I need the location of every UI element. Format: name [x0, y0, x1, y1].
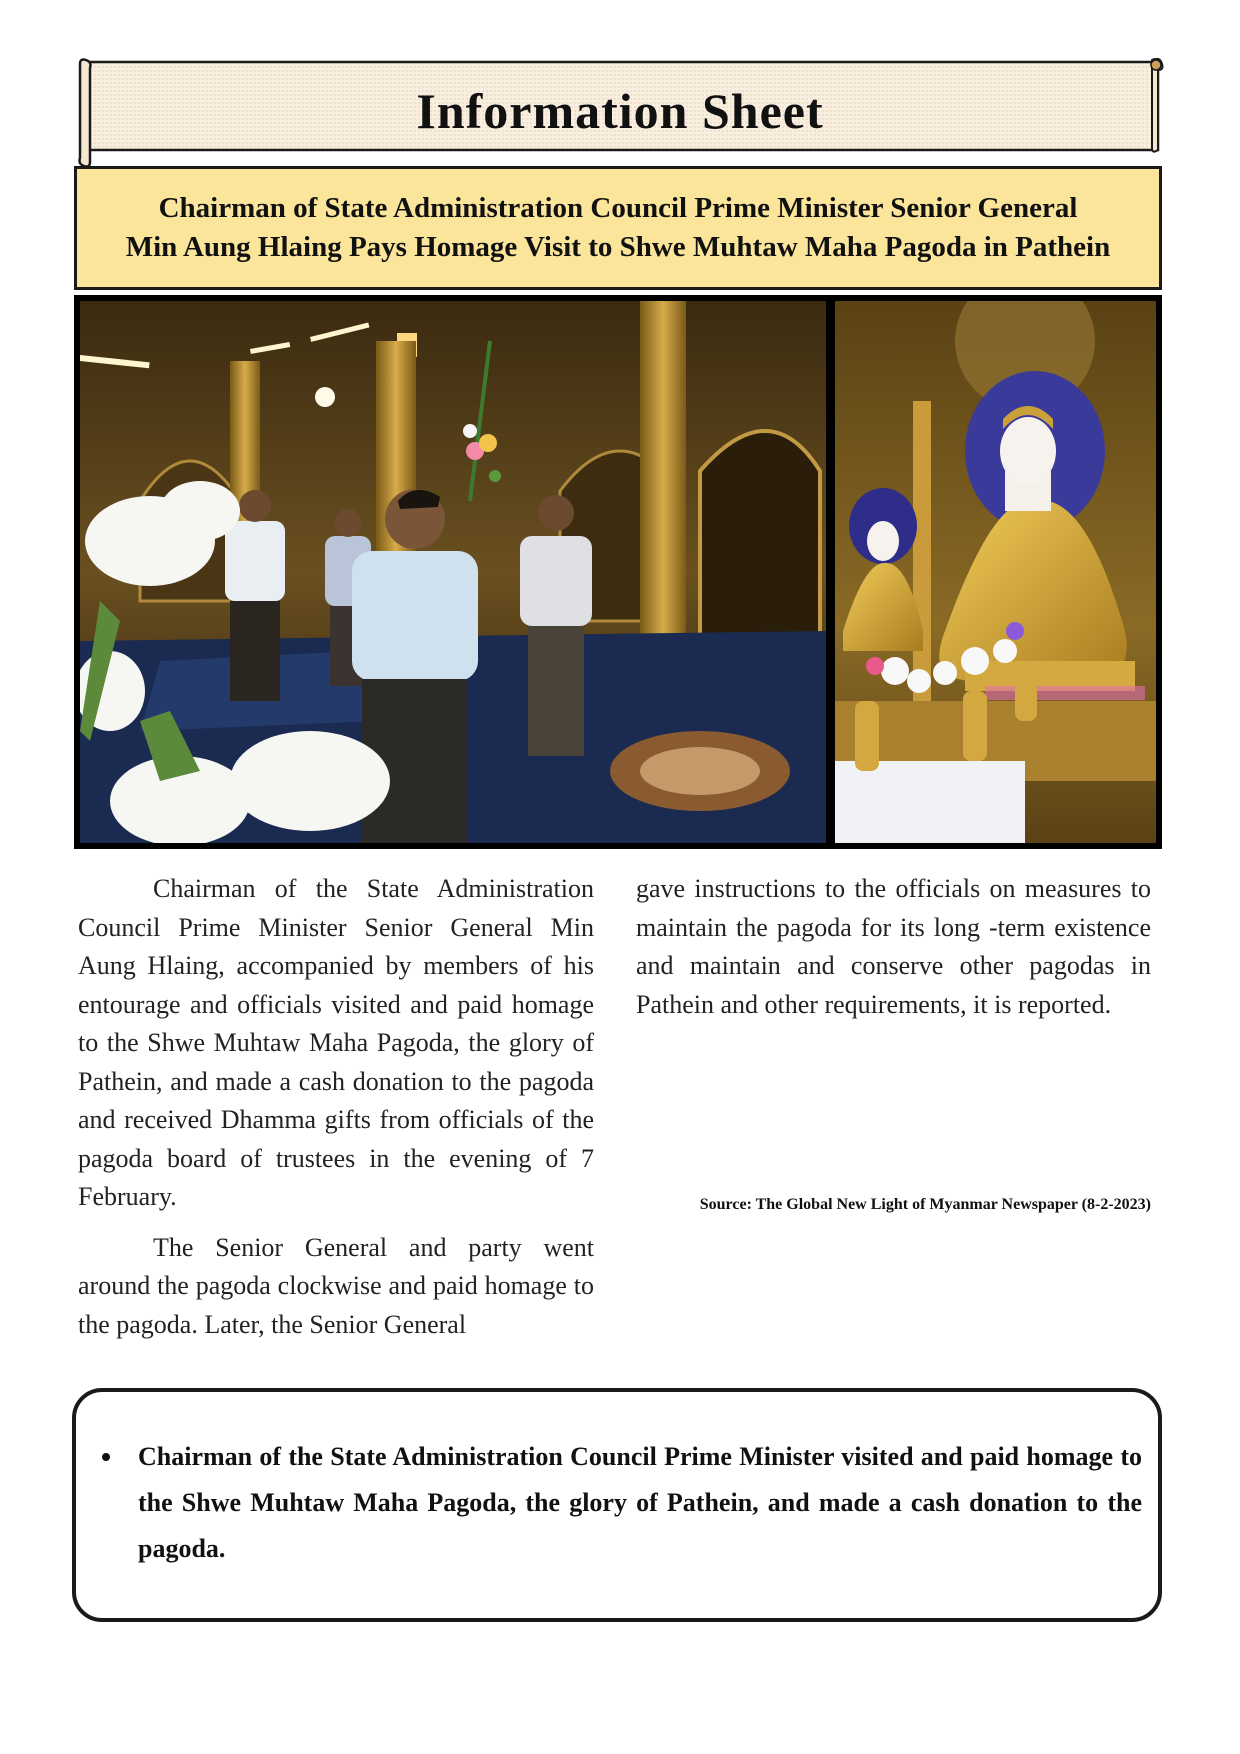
source-citation: Source: The Global New Light of Myanmar Newspaper (8-2-2023) — [699, 1196, 1151, 1213]
summary-list — [96, 1434, 1142, 1572]
article-paragraph: The Senior General and party went around the pagoda clockwise and paid homage to the pagoda. Later, the Senior General — [78, 1232, 594, 1339]
summary-box — [72, 1388, 1162, 1622]
article-column-right — [636, 870, 1151, 1036]
photo-buddha — [835, 301, 1156, 843]
title-banner — [74, 58, 1166, 168]
summary-item — [96, 1434, 1142, 1572]
photo-strip — [74, 295, 1162, 849]
summary-item-text: Chairman of the State Administration Council Prime Minister visited and paid homage to the Shwe Muhtaw Maha Pagoda, the glory of Pathein, and made a cash donation to the pagoda. — [138, 1442, 1142, 1563]
photo-ceremony — [80, 301, 826, 843]
article-column-left — [78, 870, 594, 1356]
headline-line-1: Chairman of State Administration Council Prime Minister Senior General — [158, 192, 1078, 224]
headline-box — [74, 166, 1162, 290]
bullet-icon — [102, 1453, 110, 1461]
headline-line-2: Min Aung Hlaing Pays Homage Visit to Shwe Muhtaw Maha Pagoda in Pathein — [125, 231, 1111, 263]
page-title: Information Sheet — [416, 83, 824, 139]
photo-ceremony-worship-icon — [80, 301, 826, 843]
article-paragraph: gave instructions to the officials on measures to maintain the pagoda for its long -term existence and maintain and conserve other pagodas in Pathein and other requirements, it is reported. — [636, 874, 1151, 1019]
photo-buddha-statues-icon — [835, 301, 1156, 843]
article-paragraph: Chairman of the State Administration Council Prime Minister Senior General Min Aung Hlaing, accompanied by members of his entourage and officials visited and paid homage to the Shwe Muhtaw Maha Pagoda, the glory of Pathein, and made a cash donation to the pagoda and received Dhamma gifts from officials of the pagoda board of trustees in the evening of 7 February. — [78, 874, 594, 1211]
